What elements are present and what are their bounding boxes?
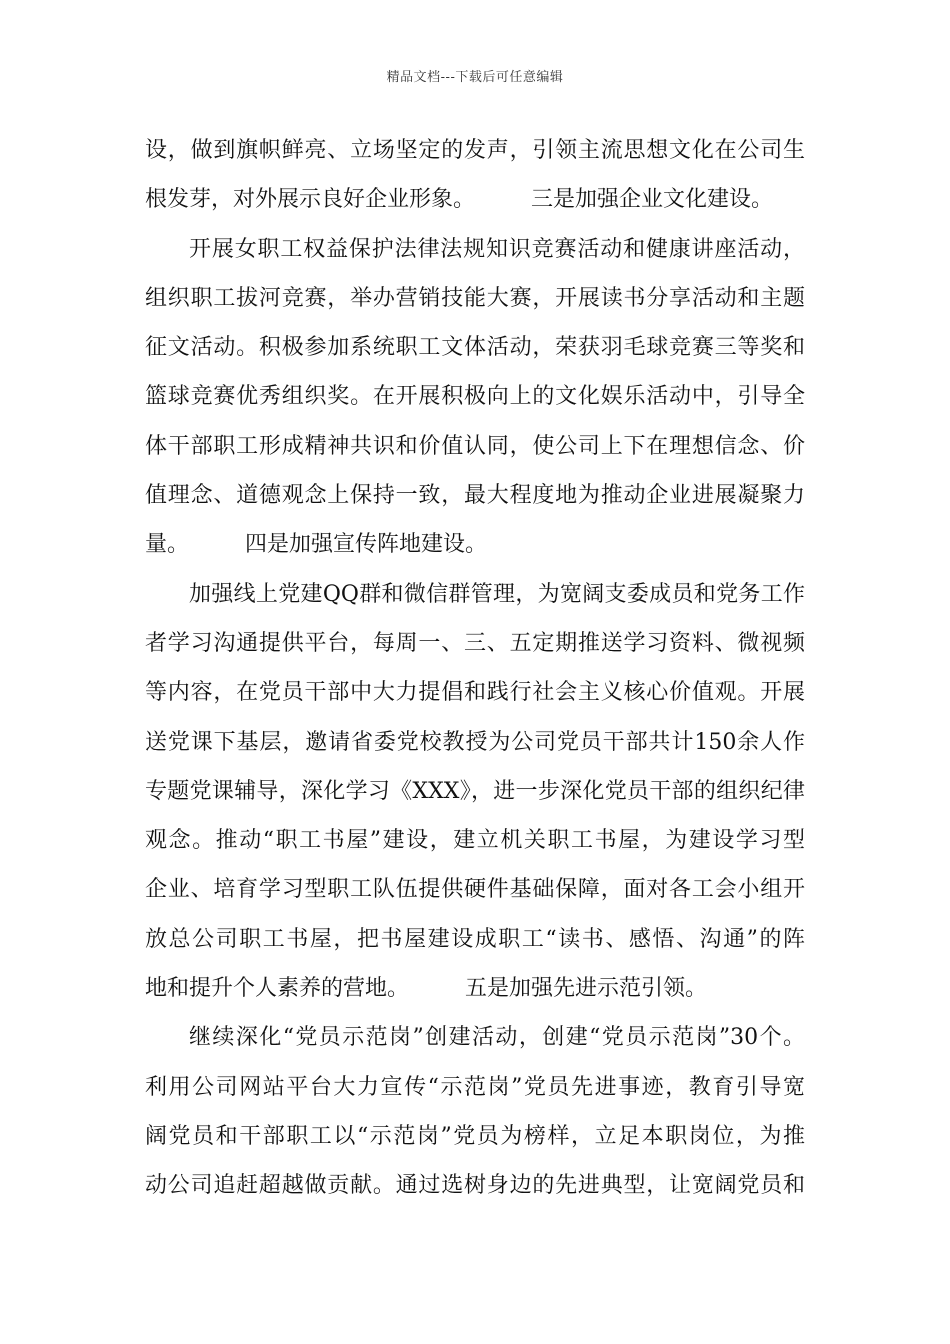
text-line: 利用公司网站平台大力宣传“示范岗”党员先进事迹，教育引导宽 xyxy=(145,1074,805,1100)
text-line: 设，做到旗帜鲜亮、立场坚定的发声，引领主流思想文化在公司生 xyxy=(145,138,805,163)
text-line: 阔党员和干部职工以“示范岗”党员为榜样，立足本职岗位，为推 xyxy=(145,1123,805,1149)
text-line: 观念。推动“职工书屋”建设，建立机关职工书屋，为建设学习型 xyxy=(145,828,805,854)
paragraph-start-line: 加强线上党建QQ群和微信群管理，为宽阔支委成员和党务工作 xyxy=(189,581,805,607)
text-line: 放总公司职工书屋，把书屋建设成职工“读书、感悟、沟通”的阵 xyxy=(145,926,805,952)
text-line: 征文活动。积极参加系统职工文体活动，荣获羽毛球竞赛三等奖和 xyxy=(145,335,805,361)
text-line: 企业、培育学习型职工队伍提供硬件基础保障，面对各工会小组开 xyxy=(145,877,805,903)
text-segment: 量。 xyxy=(145,532,190,558)
section-heading: 三是加强企业文化建设。 xyxy=(531,187,774,213)
text-line: 者学习沟通提供平台，每周一、三、五定期推送学习资料、微视频 xyxy=(145,630,805,656)
text-line xyxy=(145,964,805,1013)
text-line: 等内容，在党员干部中大力提倡和践行社会主义核心价值观。开展 xyxy=(145,680,805,706)
text-line: 体干部职工形成精神共识和价值认同，使公司上下在理想信念、价 xyxy=(145,433,805,459)
document-body xyxy=(145,126,805,1211)
section-heading: 四是加强宣传阵地建设。 xyxy=(245,532,488,558)
text-segment: 地和提升个人素养的营地。 xyxy=(145,976,410,1002)
text-line: 专题党课辅导，深化学习《XXX》，进一步深化党员干部的组织纪律 xyxy=(145,778,805,804)
text-line xyxy=(145,520,805,569)
text-line: 值理念、道德观念上保持一致，最大程度地为推动企业进展凝聚力 xyxy=(145,483,805,509)
text-line: 动公司追赶超越做贡献。通过选树身边的先进典型，让宽阔党员和 xyxy=(145,1173,805,1199)
paragraph-start-line: 开展女职工权益保护法律法规知识竞赛活动和健康讲座活动， xyxy=(189,236,805,262)
section-heading: 五是加强先进示范引领。 xyxy=(465,976,708,1002)
text-line: 组织职工拔河竞赛，举办营销技能大赛，开展读书分享活动和主题 xyxy=(145,285,805,311)
text-line: 篮球竞赛优秀组织奖。在开展积极向上的文化娱乐活动中，引导全 xyxy=(145,384,805,410)
text-line xyxy=(145,175,805,224)
paragraph-start-line: 继续深化“党员示范岗”创建活动，创建“党员示范岗”30个。 xyxy=(189,1025,805,1051)
text-segment: 根发芽，对外展示良好企业形象。 xyxy=(145,187,476,213)
text-line: 送党课下基层，邀请省委党校教授为公司党员干部共计150余人作 xyxy=(145,729,805,755)
page-header: 精品文档---下载后可任意编辑 xyxy=(386,70,564,85)
